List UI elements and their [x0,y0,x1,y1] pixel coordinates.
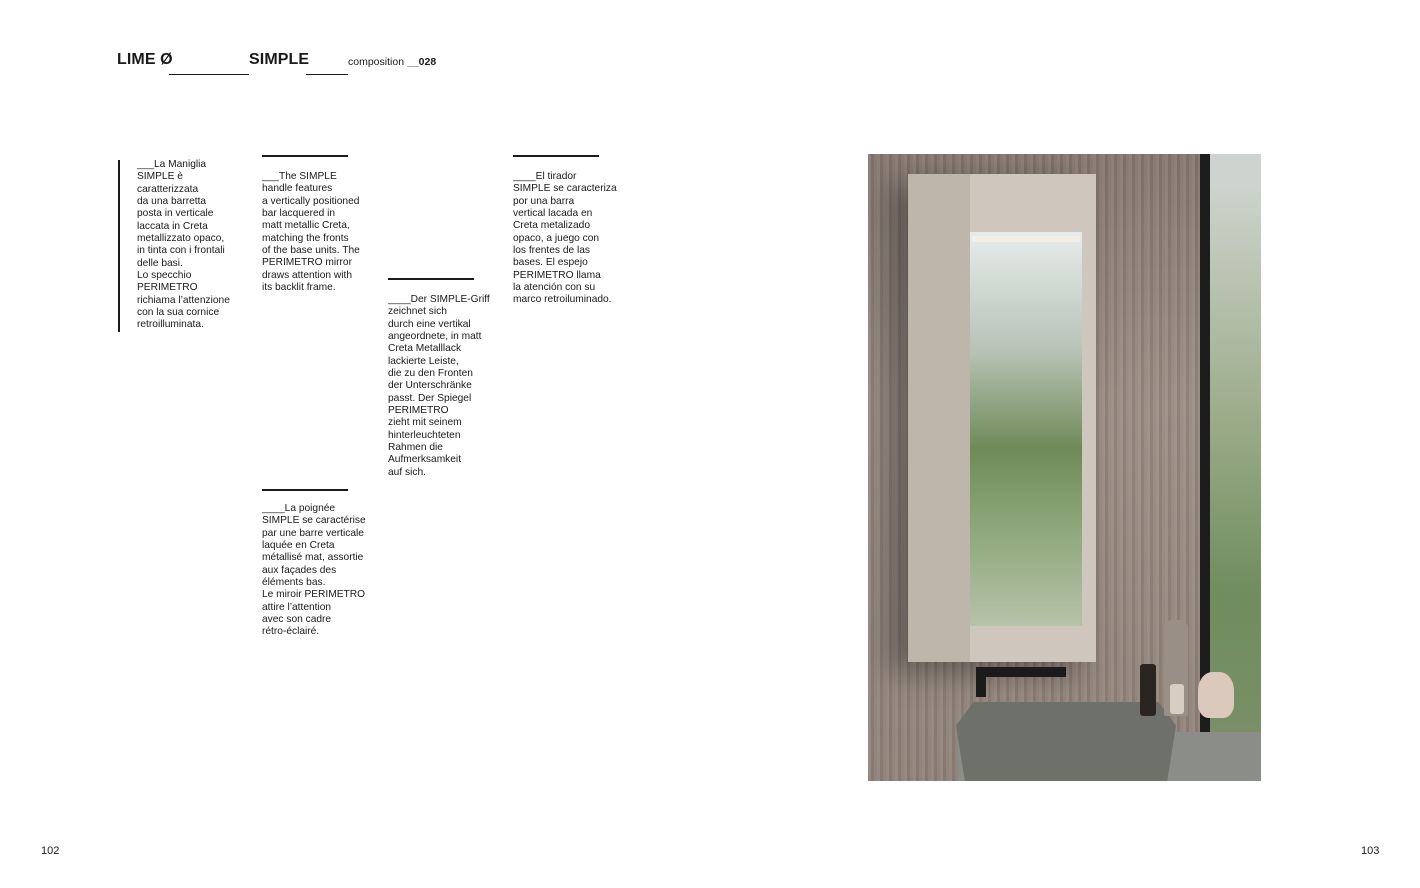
page-number-left: 102 [41,845,60,857]
soap-bottle [1140,664,1156,716]
brand-underline [169,74,249,75]
brand-title: LIME Ø [117,51,173,68]
german-rule [388,278,474,280]
french-rule [262,489,348,491]
composition-number: __028 [407,56,437,68]
mirror-side-panel [908,174,970,662]
italian-vertical-rule [118,160,120,332]
french-text: ____La poignée SIMPLE se caractérise par une barre verticale laquée en Creta métallisé mat, assortie aux façades des éléments bas. Le miroir PERIMETRO attire l’attention avec son cadre rétro-éclairé. [262,503,366,638]
composition-label: composition [348,56,405,68]
page-number-right: 103 [1361,845,1380,857]
mirror-glass [970,232,1082,626]
english-rule [262,155,348,157]
spanish-text: ____El tirador SIMPLE se caracteriza por una barra vertical lacada en Creta metalizado opaco, a juego con los frentes de las bases. El espejo PERIMETRO llama la atención con su marco retroiluminado. [513,171,617,306]
mirror-backlight [972,236,1080,242]
small-bottle [1170,684,1184,714]
model-underline [306,74,348,75]
faucet [976,667,1066,677]
english-text: ___The SIMPLE handle features a vertically positioned bar lacquered in matt metallic Creta, matching the fronts of the base units. The PERIMETRO mirror draws attention with its backlit frame. [262,171,360,294]
ceramic-pot [1198,672,1234,718]
faucet-base [976,667,986,697]
model-title: SIMPLE [249,51,310,68]
spanish-rule [513,155,599,157]
italian-text: ___La Maniglia SIMPLE è caratterizzata da una barretta posta in verticale laccata in Creta metallizzato opaco, in tinta con i frontali delle basi. Lo specchio PERIMETRO richiama l’attenzione con la sua cornice retroilluminata. [137,159,230,331]
product-photo [868,154,1261,781]
german-text: ____Der SIMPLE-Griff zeichnet sich durch eine vertikal angeordnete, in matt Creta Metalllack lackierte Leiste, die zu den Fronten der Unterschränke passt. Der Spiegel PERIMETRO zieht mit seinem hinterleuchteten Rahmen die Aufmerksamkeit auf sich. [388,294,490,478]
